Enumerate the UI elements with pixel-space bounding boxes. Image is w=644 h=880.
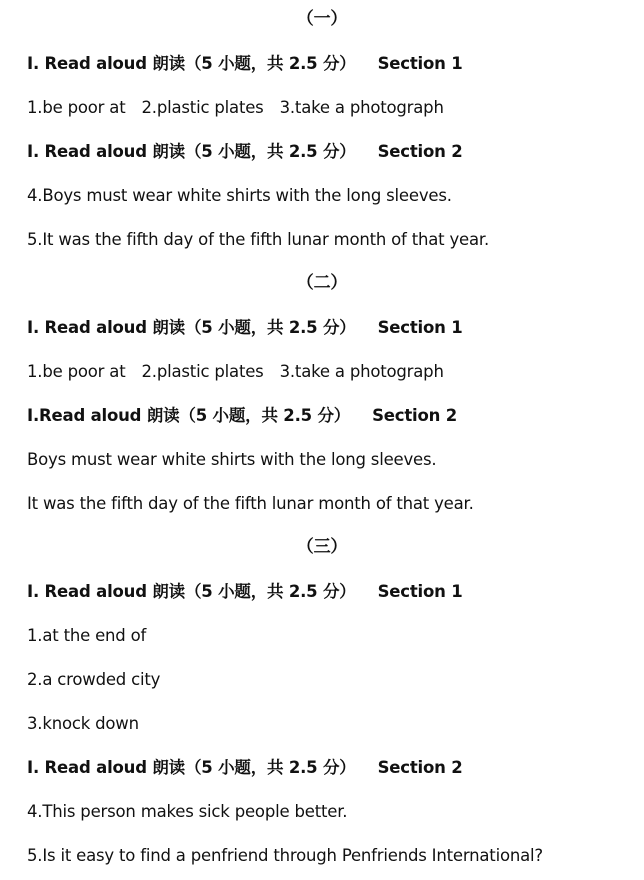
section-heading: I.Read aloud 朗读（5 小题，共 2.5 分） Section 2 [27, 406, 457, 425]
phrase-line: 1.at the end of [27, 626, 147, 645]
phrase-line: 1.be poor at 2.plastic plates 3.take a photograph [27, 362, 444, 381]
part-title: （一） [296, 9, 348, 29]
section-heading: I. Read aloud 朗读（5 小题，共 2.5 分） Section 2 [27, 758, 463, 777]
sentence-line: 5.Is it easy to find a penfriend through Penfriends International? [27, 846, 543, 865]
sentence-line: It was the fifth day of the fifth lunar month of that year. [27, 494, 474, 513]
phrase-line: 1.be poor at 2.plastic plates 3.take a photograph [27, 98, 444, 117]
part-title: （二） [296, 273, 348, 293]
phrase-line: 3.knock down [27, 714, 139, 733]
sentence-line: 4.Boys must wear white shirts with the long sleeves. [27, 186, 452, 205]
section-heading: I. Read aloud 朗读（5 小题，共 2.5 分） Section 1 [27, 582, 463, 601]
sentence-line: 5.It was the fifth day of the fifth lunar month of that year. [27, 230, 490, 249]
phrase-line: 2.a crowded city [27, 670, 161, 689]
sentence-line: Boys must wear white shirts with the long sleeves. [27, 450, 437, 469]
section-heading: I. Read aloud 朗读（5 小题，共 2.5 分） Section 1 [27, 54, 463, 73]
sentence-line: 4.This person makes sick people better. [27, 802, 348, 821]
section-heading: I. Read aloud 朗读（5 小题，共 2.5 分） Section 1 [27, 318, 463, 337]
section-heading: I. Read aloud 朗读（5 小题，共 2.5 分） Section 2 [27, 142, 463, 161]
part-title: （三） [296, 537, 348, 557]
